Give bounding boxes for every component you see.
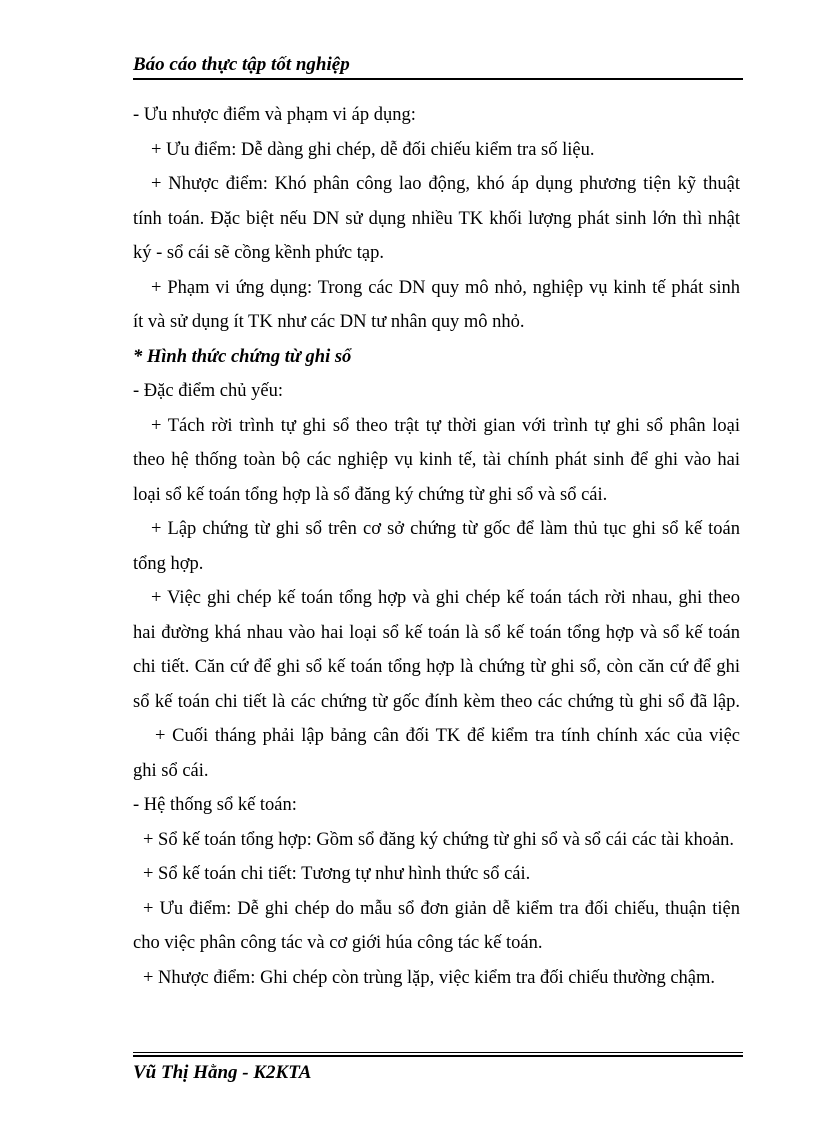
text-line: + Tách rời trình tự ghi sổ theo trật tự thời gian với trình tự ghi sổ phân loại	[151, 415, 740, 436]
text-line: + Nhược điểm: Ghi chép còn trùng lặp, việc kiểm tra đối chiếu thường chậm.	[143, 967, 716, 988]
text-line: + Ưu điểm: Dễ dàng ghi chép, dễ đối chiếu kiểm tra số liệu.	[151, 139, 595, 160]
text-line: + Cuối tháng phải lập bảng cân đối TK để kiểm tra tính chính xác của việc	[155, 726, 740, 746]
text-line: loại sổ kế toán tổng hợp là sổ đăng ký chứng từ ghi sổ và sổ cái.	[133, 484, 608, 505]
text-line: - Hệ thống sổ kế toán:	[133, 795, 297, 815]
text-line: ít và sử dụng ít TK như các DN tư nhân quy mô nhỏ.	[133, 312, 525, 332]
header-title: Báo cáo thực tập tốt nghiệp	[133, 54, 350, 75]
text-line: + Lập chứng từ ghi sổ trên cơ sở chứng từ gốc để làm thủ tục ghi sổ kế toán	[151, 519, 740, 539]
page-header	[133, 52, 743, 80]
text-line: - Đặc điểm chủ yếu:	[133, 381, 283, 401]
text-line: theo hệ thống toàn bộ các nghiệp vụ kinh tế, tài chính phát sinh để ghi vào hai	[133, 450, 740, 470]
text-line: + Nhược điểm: Khó phân công lao động, khó áp dụng phương tiện kỹ thuật	[151, 174, 740, 194]
footer-rule	[133, 1052, 743, 1053]
text-line: + Sổ kế toán tổng hợp: Gồm sổ đăng ký chứng từ ghi sổ và sổ cái các tài khoản.	[143, 829, 735, 850]
text-line: + Việc ghi chép kế toán tổng hợp và ghi chép kế toán tách rời nhau, ghi theo	[151, 588, 740, 608]
text-line: + Sổ kế toán chi tiết: Tương tự như hình thức sổ cái.	[143, 864, 531, 884]
text-line: tính toán. Đặc biệt nếu DN sử dụng nhiều TK khối lượng phát sinh lớn thì nhật	[133, 208, 740, 229]
header-rule	[133, 78, 743, 80]
document-body	[133, 98, 740, 995]
text-line: + Ưu điểm: Dễ ghi chép do mẫu sổ đơn giản dễ kiểm tra đối chiếu, thuận tiện	[143, 898, 740, 919]
text-line: ký - sổ cái sẽ cồng kềnh phức tạp.	[133, 243, 384, 263]
text-line: tổng hợp.	[133, 553, 204, 574]
text-line: hai đường khá nhau vào hai loại sổ kế toán là sổ kế toán tổng hợp và sổ kế toán	[133, 622, 740, 643]
text-line: chi tiết. Căn cứ để ghi sổ kế toán tổng hợp là chứng từ ghi sổ, còn căn cứ để ghi	[133, 657, 740, 677]
page-footer	[133, 1052, 743, 1087]
text-line: - Ưu nhược điểm và phạm vi áp dụng:	[133, 105, 416, 125]
text-line: cho việc phân công tác và cơ giới húa công tác kế toán.	[133, 933, 543, 953]
text-line: sổ kế toán chi tiết là các chứng từ gốc đính kèm theo các chứng tù ghi sổ đã lập.	[133, 691, 740, 712]
text-line: + Phạm vi ứng dụng: Trong các DN quy mô nhỏ, nghiệp vụ kinh tế phát sinh	[151, 277, 740, 298]
text-line: ghi sổ cái.	[133, 760, 209, 781]
footer-author: Vũ Thị Hằng - K2KTA	[133, 1062, 312, 1083]
section-heading: * Hình thức chứng từ ghi sổ	[133, 346, 352, 367]
footer-rule	[133, 1055, 743, 1057]
